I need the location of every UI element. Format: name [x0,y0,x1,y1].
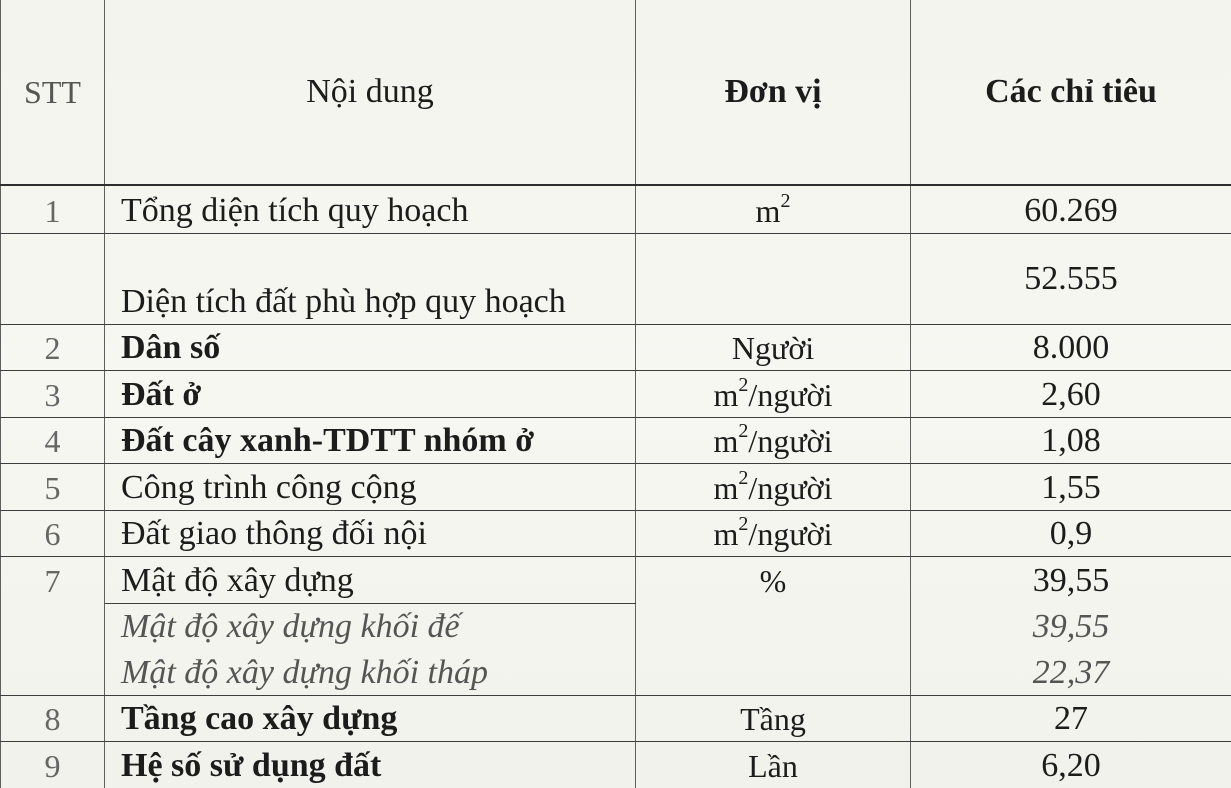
row-stt [1,649,105,695]
row-unit: Lần [636,742,911,788]
row-value: 2,60 [911,371,1231,418]
row-stt: 7 [1,557,105,604]
row-stt: 8 [1,695,105,742]
row-content: Tổng diện tích quy hoạch [105,185,636,234]
row-stt: 1 [1,185,105,234]
header-stt: STT [1,0,105,185]
row-stt [1,234,105,325]
row-value: 1,55 [911,464,1231,511]
row-stt: 3 [1,371,105,418]
row-unit [636,234,911,325]
row-content: Đất cây xanh-TDTT nhóm ở [105,417,636,464]
row-value: 39,55 [911,603,1231,649]
table-row [1,417,1231,464]
row-unit: % [636,557,911,604]
table-row [1,371,1231,418]
row-value: 1,08 [911,417,1231,464]
row-unit: $m^2$ [636,185,911,234]
row-unit: $m^2$/người [636,464,911,511]
row-value: 27 [911,695,1231,742]
table-row [1,185,1231,234]
row-content: Đất giao thông đối nội [105,510,636,557]
row-stt: 9 [1,742,105,788]
table-header-row [1,0,1231,185]
row-unit [636,603,911,649]
row-stt: 5 [1,464,105,511]
row-content: Hệ số sử dụng đất [105,742,636,788]
row-stt: 2 [1,324,105,371]
header-value: Các chỉ tiêu [911,0,1231,185]
table-row [1,742,1231,788]
row-content: Đất ở [105,371,636,418]
row-content: Tầng cao xây dựng [105,695,636,742]
row-value: 22,37 [911,649,1231,695]
table-row [1,557,1231,604]
row-value: 0,9 [911,510,1231,557]
row-unit: Người [636,324,911,371]
row-content: Công trình công cộng [105,464,636,511]
row-value: 6,20 [911,742,1231,788]
row-stt [1,603,105,649]
row-unit [636,649,911,695]
row-unit: Tầng [636,695,911,742]
table-row [1,603,1231,649]
table-row [1,234,1231,325]
row-stt: 4 [1,417,105,464]
row-value: 60.269 [911,185,1231,234]
table-row [1,324,1231,371]
row-content: Mật độ xây dựng [105,557,636,604]
row-content: Diện tích đất phù hợp quy hoạch [105,234,636,325]
row-content: Mật độ xây dựng khối đế [105,603,636,649]
row-content: Mật độ xây dựng khối tháp [105,649,636,695]
table-row [1,464,1231,511]
row-stt: 6 [1,510,105,557]
table-row [1,695,1231,742]
row-content: Dân số [105,324,636,371]
row-unit: $m^2$/người [636,417,911,464]
header-unit: Đơn vị [636,0,911,185]
header-content: Nội dung [105,0,636,185]
row-value: 8.000 [911,324,1231,371]
row-unit: $m^2$/người [636,371,911,418]
table-row [1,510,1231,557]
row-unit: $m^2$/người [636,510,911,557]
table-row [1,649,1231,695]
row-value: 52.555 [911,234,1231,325]
row-value: 39,55 [911,557,1231,604]
